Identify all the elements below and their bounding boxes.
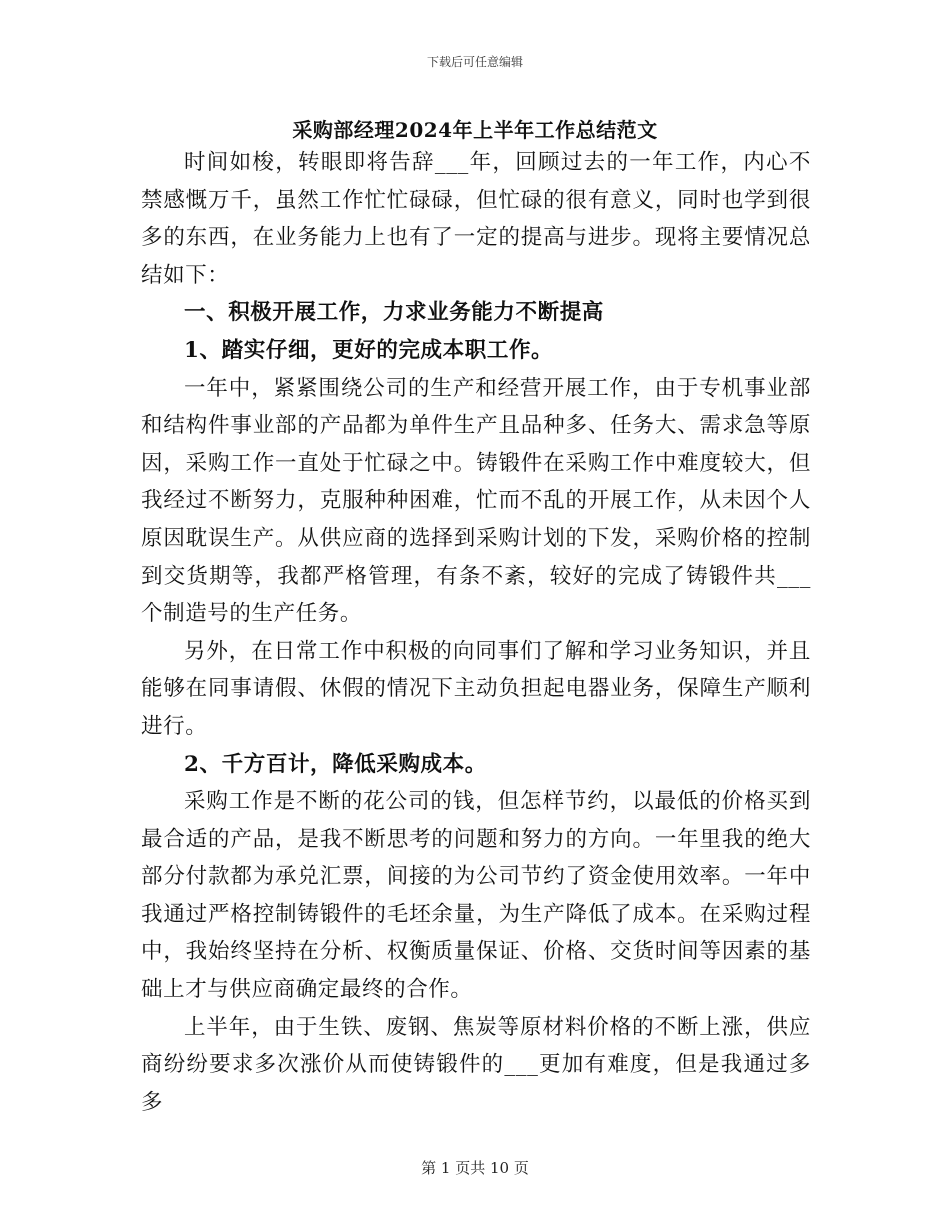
page-footer: 第 1 页共 10 页	[421, 1159, 529, 1177]
section-heading-1: 一、积极开展工作，力求业务能力不断提高	[184, 300, 604, 326]
paragraph-duties: 一年中，紧紧围绕公司的生产和经营开展工作，由于专机事业部和结构件事业部的产品都为单件生产且品种多、任务大、需求急等原因，采购工作一直处于忙碌之中。铸锻件在采购工作中难度较大，但我经过不断努力，克服种种困难，忙而不乱的开展工作，从未因个人原因耽误生产。从供应商的选择到采购计划的下发，采购价格的控制到交货期等，我都严格管理，有条不紊，较好的完成了铸锻件共___个制造号的生产任务。	[141, 375, 811, 627]
header-note: 下载后可任意编辑	[426, 55, 523, 69]
paragraph-intro: 时间如梭，转眼即将告辞___年，回顾过去的一年工作，内心不禁感慨万千，虽然工作忙忙碌碌，但忙碌的很有意义，同时也学到很多的东西，在业务能力上也有了一定的提高与进步。现将主要情况总结如下：	[141, 150, 811, 288]
subsection-heading-1: 1、踏实仔细，更好的完成本职工作。	[184, 337, 554, 363]
paragraph-cost: 采购工作是不断的花公司的钱，但怎样节约，以最低的价格买到最合适的产品，是我不断思考的问题和努力的方向。一年里我的绝大部分付款都为承兑汇票，间接的为公司节约了资金使用效率。一年中我通过严格控制铸锻件的毛坯余量，为生产降低了成本。在采购过程中，我始终坚持在分析、权衡质量保证、价格、交货时间等因素的基础上才与供应商确定最终的合作。	[141, 789, 811, 1003]
paragraph-additional: 另外，在日常工作中积极的向同事们了解和学习业务知识，并且能够在同事请假、休假的情况下主动负担起电器业务，保障生产顺利进行。	[141, 638, 811, 739]
document-title: 采购部经理2024年上半年工作总结范文	[292, 118, 658, 142]
document-body	[141, 144, 811, 1121]
paragraph-first-half: 上半年，由于生铁、废钢、焦炭等原材料价格的不断上涨，供应商纷纷要求多次涨价从而使铸锻件的___更加有难度，但是我通过多多	[141, 1014, 811, 1115]
subsection-heading-2: 2、千方百计，降低采购成本。	[184, 751, 487, 777]
